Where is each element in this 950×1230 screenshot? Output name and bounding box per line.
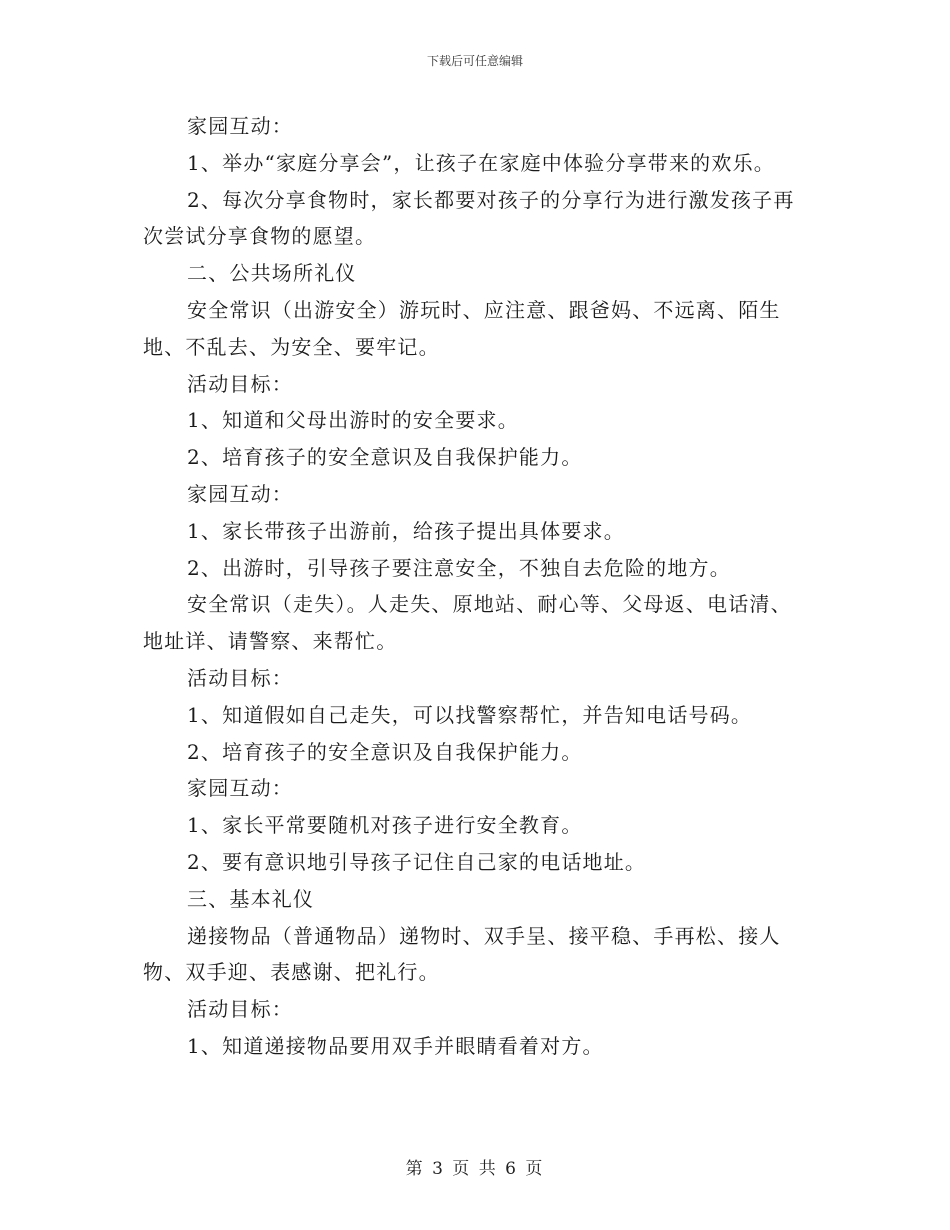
text-line: 三、基本礼仪 bbox=[187, 886, 315, 911]
page-footer: 第 3 页 共 6 页 bbox=[405, 1159, 545, 1179]
text-line: 2、出游时，引导孩子要注意安全，不独自去危险的地方。 bbox=[187, 555, 731, 580]
text-line: 1、知道和父母出游时的安全要求。 bbox=[187, 408, 519, 433]
text-line: 2、要有意识地引导孩子记住自己家的电话地址。 bbox=[187, 849, 647, 874]
text-line: 1、举办“家庭分享会”，让孩子在家庭中体验分享带来的欢乐。 bbox=[187, 150, 775, 175]
text-line: 次尝试分享食物的愿望。 bbox=[143, 224, 377, 249]
text-line: 2、培育孩子的安全意识及自我保护能力。 bbox=[187, 739, 583, 764]
text-line: 1、家长带孩子出游前，给孩子提出具体要求。 bbox=[187, 518, 625, 543]
text-line: 安全常识（出游安全）游玩时、应注意、跟爸妈、不远离、陌生 bbox=[187, 297, 781, 322]
text-line: 二、公共场所礼仪 bbox=[187, 261, 357, 286]
text-line: 活动目标： bbox=[187, 997, 293, 1022]
text-line: 1、知道假如自己走失，可以找警察帮忙，并告知电话号码。 bbox=[187, 702, 753, 727]
text-line: 1、家长平常要随机对孩子进行安全教育。 bbox=[187, 813, 583, 838]
document-body bbox=[143, 108, 811, 1065]
page-header: 下载后可任意编辑 bbox=[426, 54, 523, 68]
text-line: 1、知道递接物品要用双手并眼睛看着对方。 bbox=[187, 1033, 604, 1058]
text-line: 地址详、请警察、来帮忙。 bbox=[143, 629, 398, 654]
text-line: 2、每次分享食物时，家长都要对孩子的分享行为进行激发孩子再 bbox=[187, 187, 795, 212]
text-line: 2、培育孩子的安全意识及自我保护能力。 bbox=[187, 445, 583, 470]
text-line: 物、双手迎、表感谢、把礼行。 bbox=[143, 960, 440, 985]
text-line: 活动目标： bbox=[187, 665, 293, 690]
text-line: 家园互动： bbox=[187, 114, 293, 138]
text-line: 活动目标： bbox=[187, 371, 293, 396]
text-line: 家园互动： bbox=[187, 776, 293, 801]
text-line: 安全常识（走失）。人走失、原地站、耐心等、父母返、电话清、 bbox=[187, 592, 792, 617]
text-line: 家园互动： bbox=[187, 481, 293, 506]
text-line: 地、不乱去、为安全、要牢记。 bbox=[143, 334, 440, 359]
text-line: 递接物品（普通物品）递物时、双手呈、接平稳、手再松、接人 bbox=[187, 923, 781, 948]
